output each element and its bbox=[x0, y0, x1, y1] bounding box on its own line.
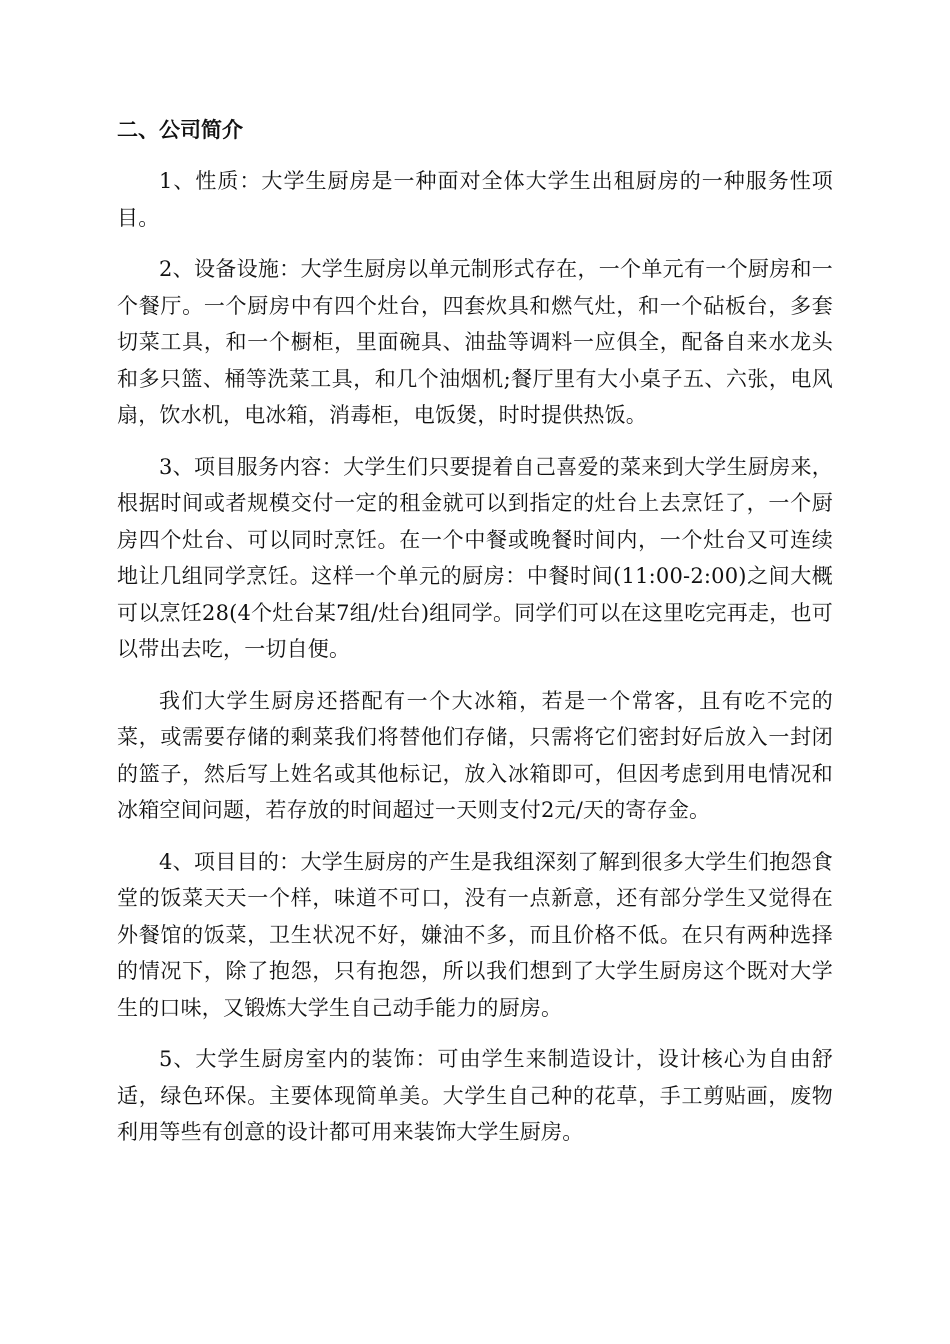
paragraph-refrigerator: 我们大学生厨房还搭配有一个大冰箱，若是一个常客，且有吃不完的菜，或需要存储的剩菜我们将替他们存储，只需将它们密封好后放入一封闭的篮子，然后写上姓名或其他标记，放入冰箱即可，但因考虑到用电情况和冰箱空间问题，若存放的时间超过一天则支付2元/天的寄存金。 bbox=[117, 688, 833, 822]
paragraph-decoration: 5、大学生厨房室内的装饰：可由学生来制造设计，设计核心为自由舒适，绿色环保。主要体现简单美。大学生自己种的花草，手工剪贴画，废物利用等些有创意的设计都可用来装饰大学生厨房。 bbox=[117, 1047, 833, 1144]
section-heading: 二、公司简介 bbox=[117, 118, 243, 142]
document-body bbox=[117, 112, 833, 1166]
paragraph-facilities: 2、设备设施：大学生厨房以单元制形式存在，一个单元有一个厨房和一个餐厅。一个厨房中有四个灶台，四套炊具和燃气灶，和一个砧板台，多套切菜工具，和一个橱柜，里面碗具、油盐等调料一应俱全，配备自来水龙头和多只篮、桶等洗菜工具，和几个油烟机;餐厅里有大小桌子五、六张，电风扇，饮水机，电冰箱，消毒柜，电饭煲，时时提供热饭。 bbox=[117, 257, 833, 427]
paragraph-services: 3、项目服务内容：大学生们只要提着自己喜爱的菜来到大学生厨房来，根据时间或者规模交付一定的租金就可以到指定的灶台上去烹饪了，一个厨房四个灶台、可以同时烹饪。在一个中餐或晚餐时间内，一个灶台又可连续地让几组同学烹饪。这样一个单元的厨房：中餐时间(11:00-2:00)之间大概可以烹饪28(4个灶台某7组/灶台)组同学。同学们可以在这里吃完再走，也可以带出去吃，一切自便。 bbox=[117, 454, 833, 661]
paragraph-purpose: 4、项目目的：大学生厨房的产生是我组深刻了解到很多大学生们抱怨食堂的饭菜天天一个样，味道不可口，没有一点新意，还有部分学生又觉得在外餐馆的饭菜，卫生状况不好，嫌油不多，而且价格不低。在只有两种选择的情况下，除了抱怨，只有抱怨，所以我们想到了大学生厨房这个既对大学生的口味，又锻炼大学生自己动手能力的厨房。 bbox=[117, 849, 833, 1020]
paragraph-nature: 1、性质：大学生厨房是一种面对全体大学生出租厨房的一种服务性项目。 bbox=[117, 169, 833, 230]
